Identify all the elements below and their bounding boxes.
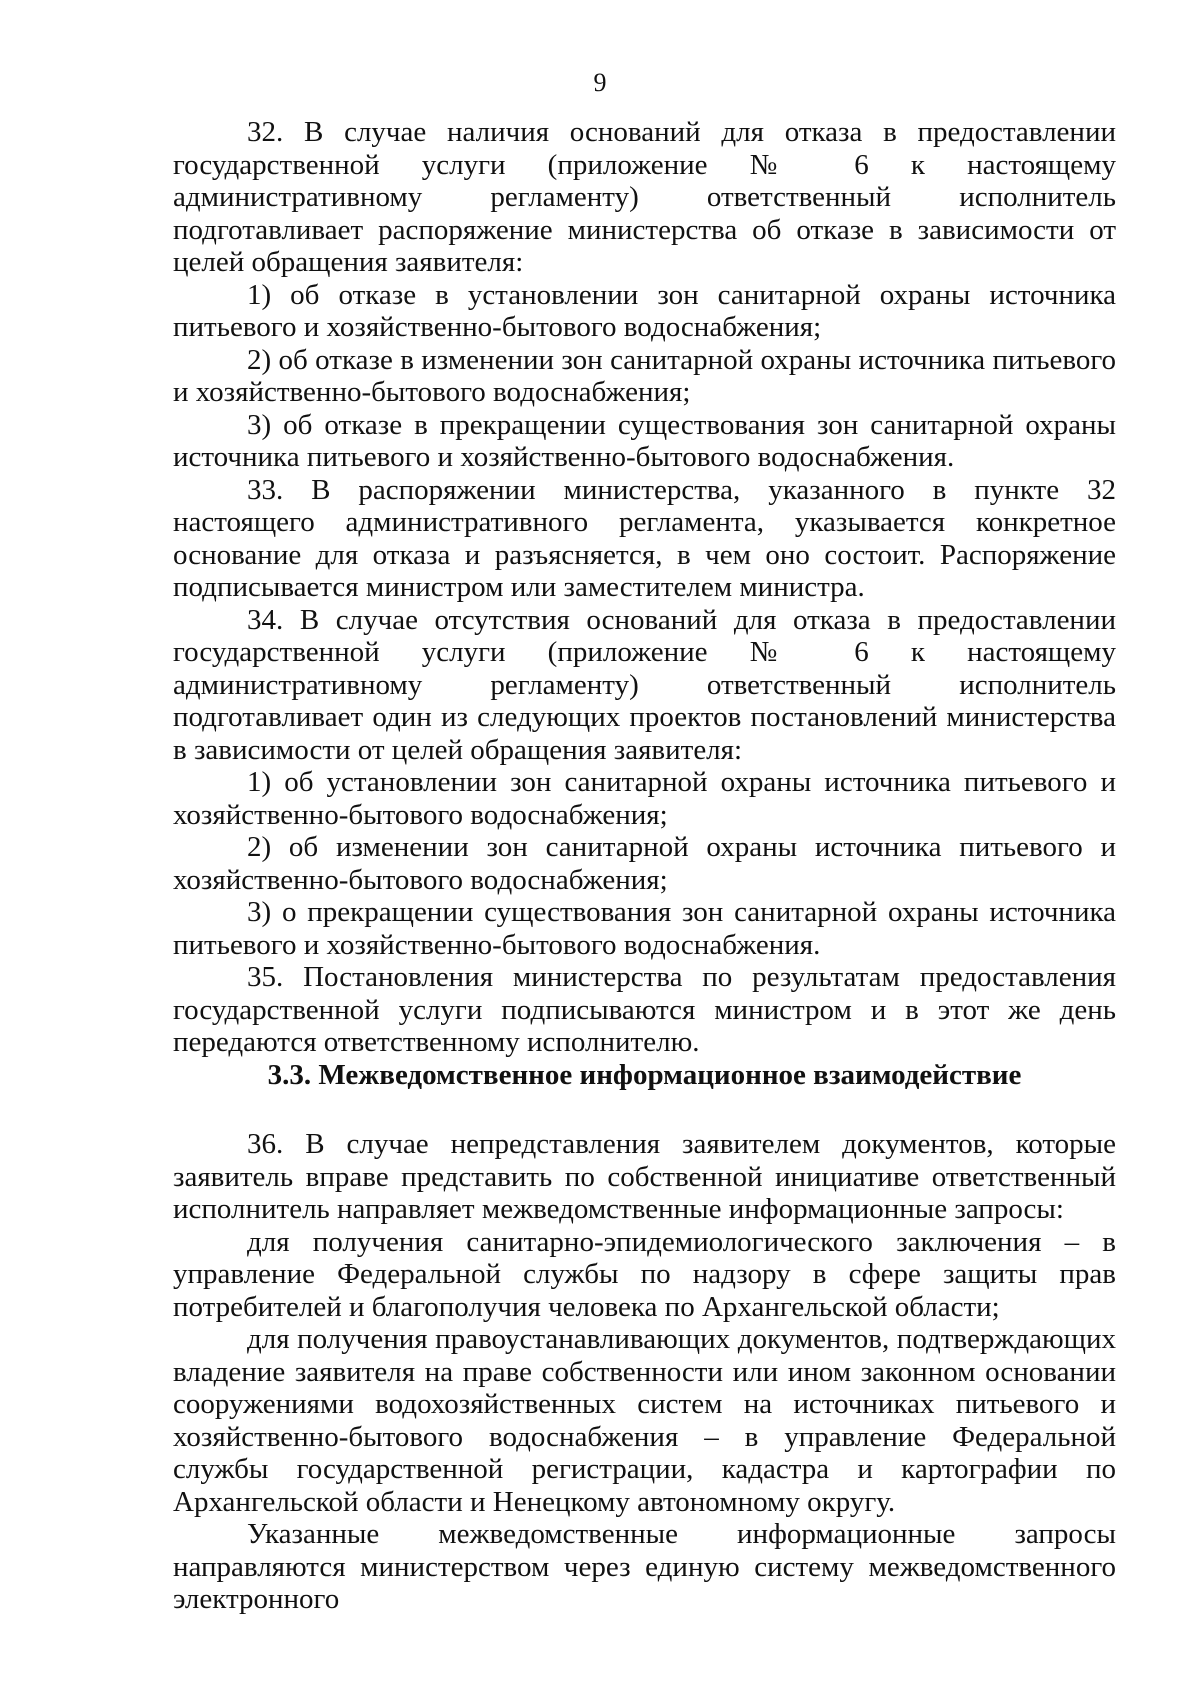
request-item-property: для получения правоустанавливающих документов, подтверждающих владение заявителя на праве собственности или ином законном основании сооружениями водохозяйственных систем на источниках питьевого и хозяйственно-бытового водоснабжения – в управление Федеральной службы государственной регистрации, кадастра и картографии по Архангельской области и Ненецкому автономному округу.: [173, 1323, 1116, 1518]
request-item-sanitary: для получения санитарно-эпидемиологического заключения – в управление Федеральной службы по надзору в сфере защиты прав потребителей и благополучия человека по Архангельской области;: [173, 1225, 1116, 1323]
list-item-32-1: 1) об отказе в установлении зон санитарной охраны источника питьевого и хозяйственно-бытового водоснабжения;: [173, 278, 1116, 343]
list-item-32-3: 3) об отказе в прекращении существования зон санитарной охраны источника питьевого и хозяйственно-бытового водоснабжения.: [173, 408, 1116, 473]
paragraph-36: 36. В случае непредставления заявителем документов, которые заявитель вправе представить по собственной инициативе ответственный исполнитель направляет межведомственные информационные запросы:: [173, 1128, 1116, 1225]
paragraph-requests-sent: Указанные межведомственные информационные запросы направляются министерством через единую систему межведомственного электронного: [173, 1518, 1116, 1615]
paragraph-35: 35. Постановления министерства по результатам предоставления государственной услуги подписываются министром и в этот же день передаются ответственному исполнителю.: [173, 961, 1116, 1058]
section-heading: 3.3. Межведомственное информационное взаимодействие: [267, 1059, 1022, 1091]
list-item-34-2: 2) об изменении зон санитарной охраны источника питьевого и хозяйственно-бытового водоснабжения;: [173, 831, 1116, 896]
paragraph-33: 33. В распоряжении министерства, указанного в пункте 32 настоящего административного регламента, указывается конкретное основание для отказа и разъясняется, в чем оно состоит. Распоряжение подписывается министром или заместителем министра.: [173, 473, 1116, 603]
main-text-block: [173, 116, 1116, 1059]
page-number: 9: [593, 68, 607, 97]
list-item-34-1: 1) об установлении зон санитарной охраны источника питьевого и хозяйственно-бытового водоснабжения;: [173, 766, 1116, 831]
paragraph-34: 34. В случае отсутствия оснований для отказа в предоставлении государственной услуги (приложение № 6 к настоящему административному регламенту) ответственный исполнитель подготавливает один из следующих проектов постановлений министерства в зависимости от целей обращения заявителя:: [173, 603, 1116, 766]
paragraph-32: 32. В случае наличия оснований для отказа в предоставлении государственной услуги (приложение № 6 к настоящему административному регламенту) ответственный исполнитель подготавливает распоряжение министерства об отказе в зависимости от целей обращения заявителя:: [173, 116, 1116, 278]
list-item-34-3: 3) о прекращении существования зон санитарной охраны источника питьевого и хозяйственно-бытового водоснабжения.: [173, 896, 1116, 961]
interagency-text-block: [173, 1128, 1116, 1616]
list-item-32-2: 2) об отказе в изменении зон санитарной охраны источника питьевого и хозяйственно-бытового водоснабжения;: [173, 343, 1116, 408]
